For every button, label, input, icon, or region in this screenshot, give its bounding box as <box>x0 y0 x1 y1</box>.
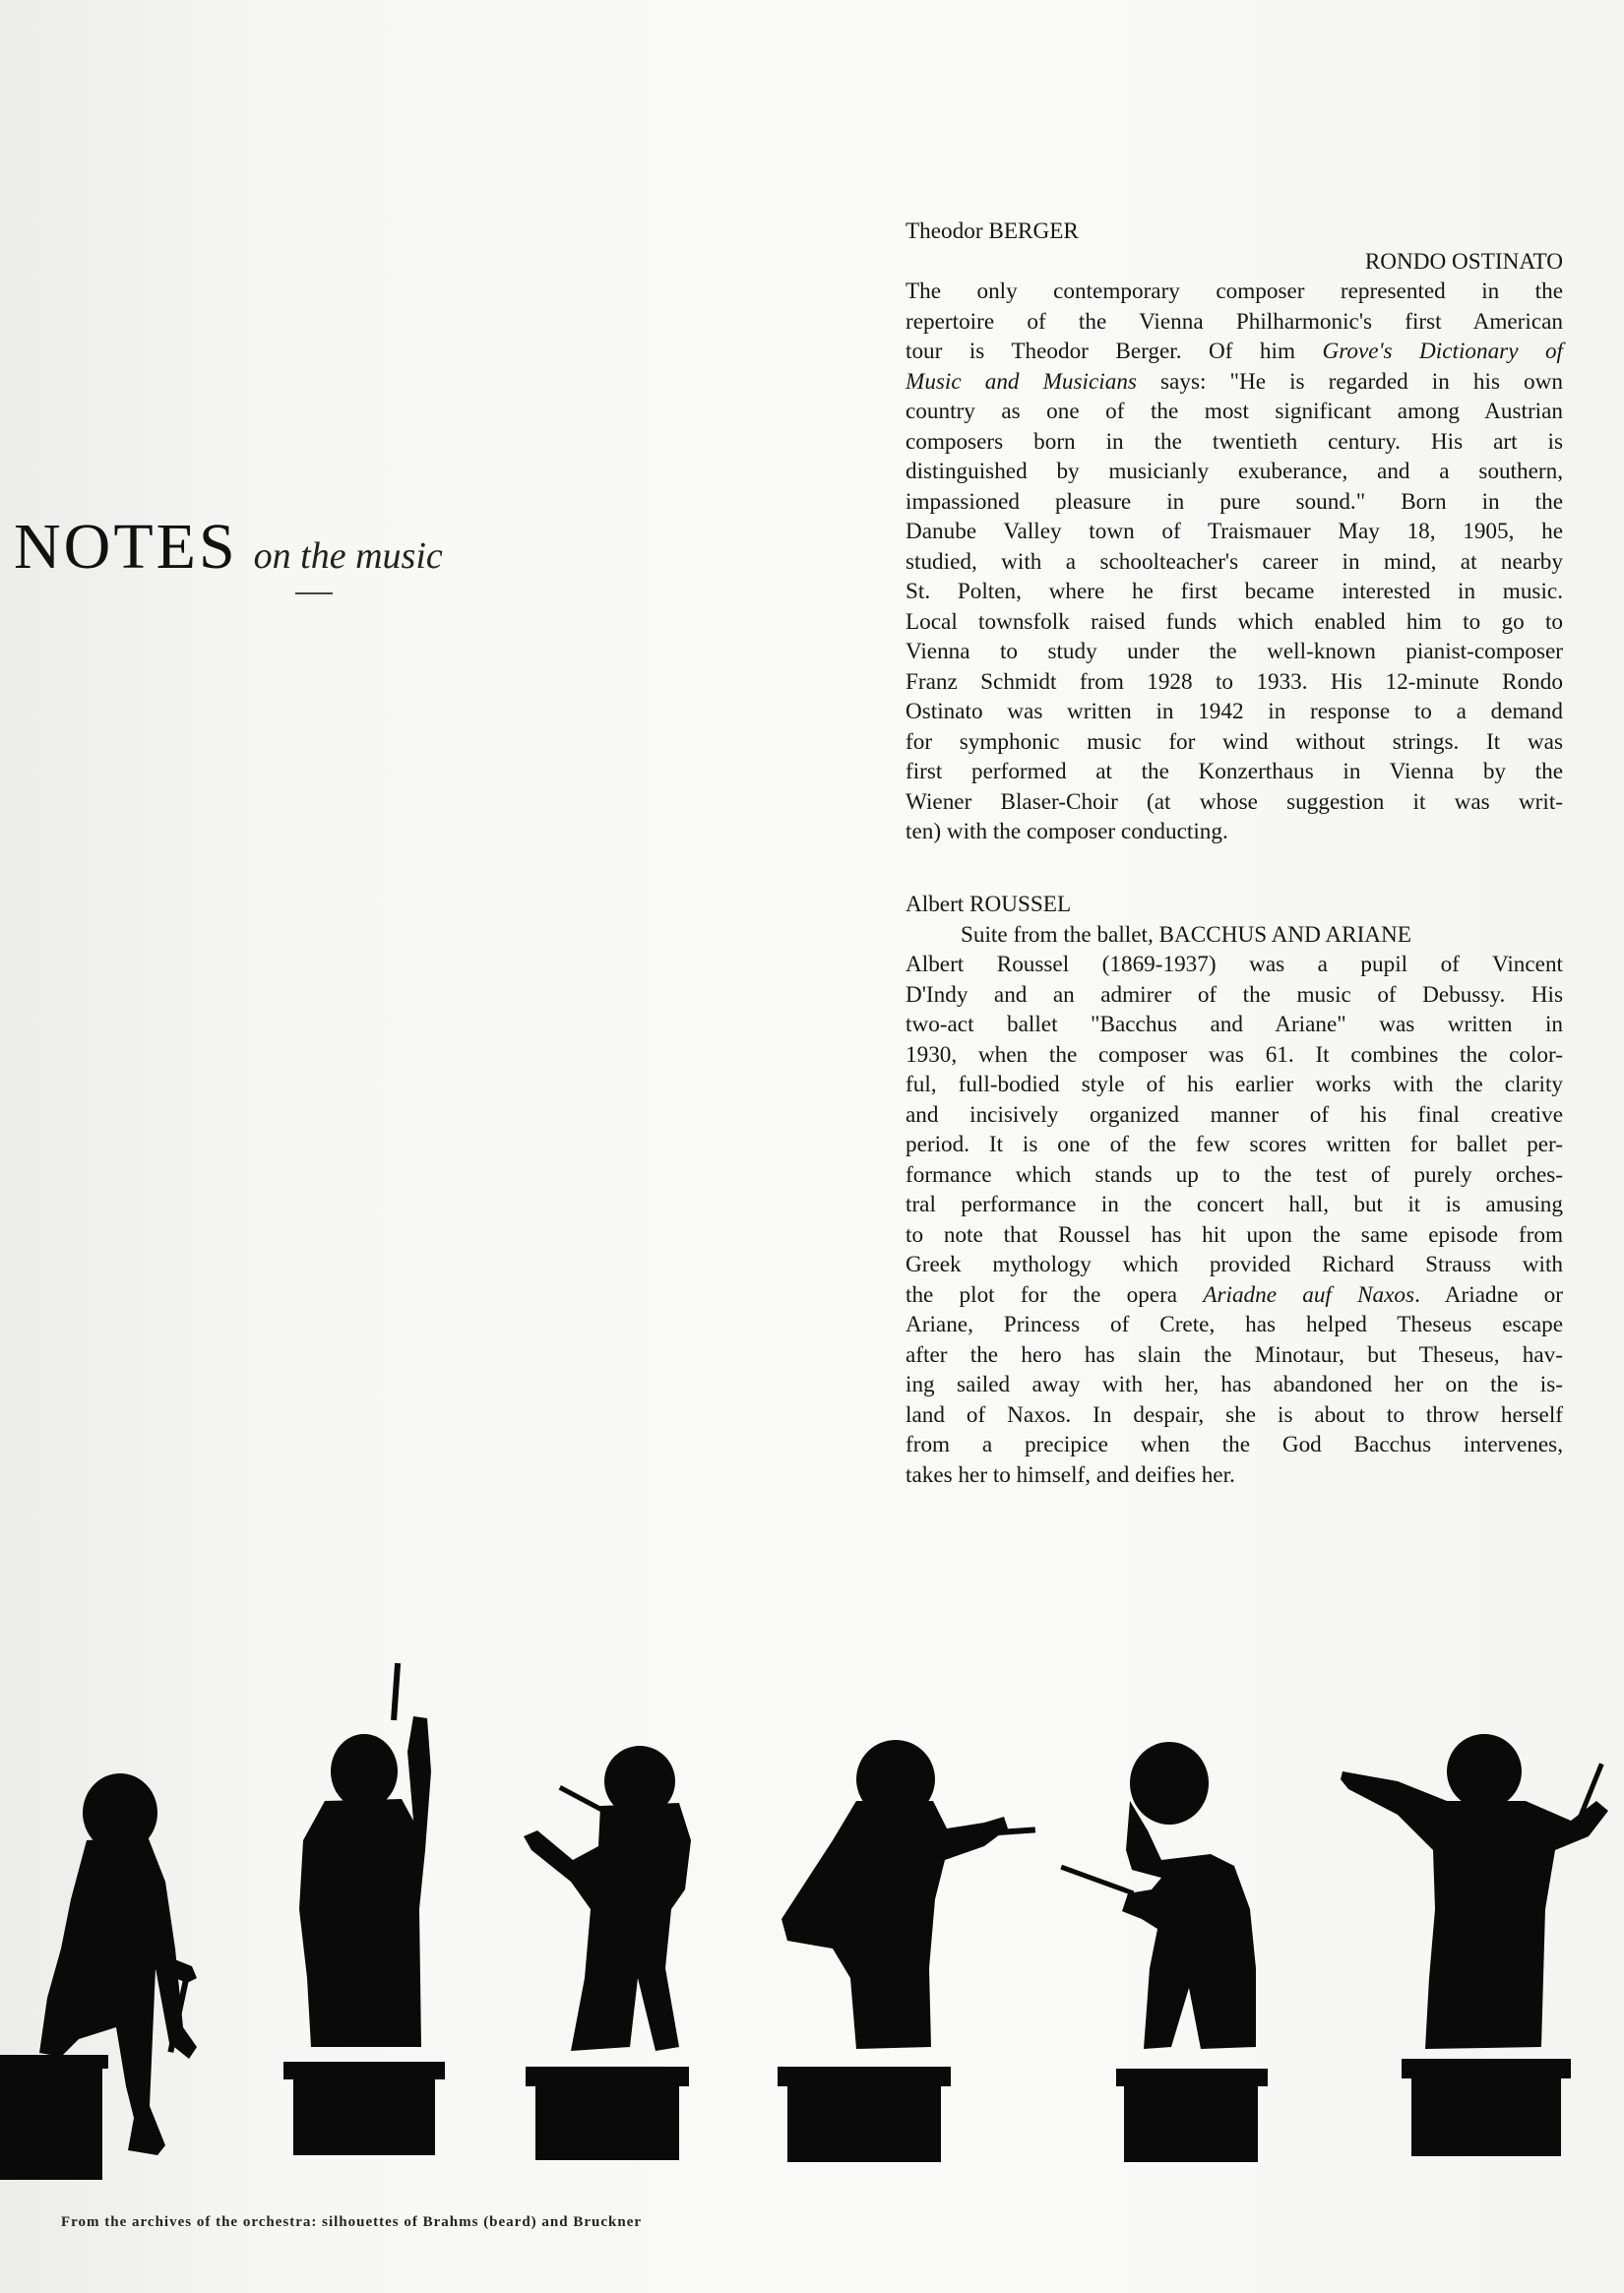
body-line: Franz Schmidt from 1928 to 1933. His 12-minute Rondo <box>906 668 1563 695</box>
section-body <box>906 950 1563 1490</box>
body-line: composers born in the twentieth century. His art is <box>906 428 1563 455</box>
silhouette-bruckner-arms-out <box>1341 1734 1608 2156</box>
page-heading <box>14 510 443 585</box>
body-line: 1930, when the composer was 61. It combines the color- <box>906 1041 1563 1068</box>
body-line: takes her to himself, and deifies her. <box>906 1461 1235 1488</box>
body-text: . Ariadne or <box>1414 1281 1563 1308</box>
work-title: Suite from the ballet, BACCHUS AND ARIANE <box>961 921 1411 948</box>
section-body <box>906 277 1563 847</box>
silhouette-brahms-stepping <box>0 1773 197 2180</box>
body-line <box>906 367 1563 398</box>
heading-dash <box>295 592 333 594</box>
body-text: says: "He is regarded in his own <box>1160 368 1563 395</box>
silhouette-brahms-bent <box>1060 1742 1268 2162</box>
body-line: land of Naxos. In despair, she is about to throw herself <box>906 1401 1563 1428</box>
body-line: Vienna to study under the well-known pianist-composer <box>906 639 1563 664</box>
italic-reference: Music and Musicians <box>906 368 1137 395</box>
body-line: Local townsfolk raised funds which enabled him to go to <box>906 608 1563 635</box>
italic-reference: Grove's Dictionary of <box>1322 339 1563 364</box>
body-line: St. Polten, where he first became interested in music. <box>906 579 1563 604</box>
body-line: Greek mythology which provided Richard Strauss with <box>906 1252 1563 1277</box>
body-line: distinguished by musicianly exuberance, and a southern, <box>906 459 1563 484</box>
silhouette-bruckner-leaning <box>778 1740 1035 2162</box>
body-line: ten) with the composer conducting. <box>906 819 1228 844</box>
body-line: to note that Roussel has hit upon the same episode from <box>906 1221 1563 1248</box>
body-line <box>906 337 1563 367</box>
body-line: ful, full-bodied style of his earlier works with the clarity <box>906 1072 1563 1097</box>
body-line: two-act ballet "Bacchus and Ariane" was written in <box>906 1012 1563 1037</box>
body-line: and incisively organized manner of his final creative <box>906 1101 1563 1128</box>
body-line: tral performance in the concert hall, but it is amusing <box>906 1192 1563 1217</box>
body-line: Ariane, Princess of Crete, has helped Theseus escape <box>906 1312 1563 1337</box>
body-text: the plot for the opera <box>906 1281 1204 1308</box>
body-line: first performed at the Konzerthaus in Vienna by the <box>906 759 1563 784</box>
body-line: The only contemporary composer represented in the <box>906 279 1563 304</box>
silhouette-bruckner-baton-raised <box>283 1663 445 2155</box>
section-berger <box>906 217 1563 847</box>
body-line: from a precipice when the God Bacchus intervenes, <box>906 1432 1563 1457</box>
body-line: period. It is one of the few scores written for ballet per- <box>906 1132 1563 1157</box>
italic-reference: Ariadne auf Naxos <box>1203 1281 1415 1308</box>
silhouette-bruckner-side-baton <box>524 1746 691 2160</box>
body-text: tour is Theodor Berger. Of him <box>906 339 1323 364</box>
body-line: after the hero has slain the Minotaur, but Theseus, hav- <box>906 1341 1563 1368</box>
body-line: for symphonic music for wind without strings. It was <box>906 728 1563 755</box>
body-line: ing sailed away with her, has abandoned her on the is- <box>906 1372 1563 1397</box>
body-line: Albert Roussel (1869-1937) was a pupil of Vincent <box>906 952 1563 977</box>
silhouettes-illustration <box>0 1653 1624 2204</box>
composer-name: Albert ROUSSEL <box>906 892 1072 917</box>
body-line: formance which stands up to the test of purely orches- <box>906 1161 1563 1188</box>
composer-name: Theodor BERGER <box>906 218 1079 244</box>
section-roussel <box>906 890 1563 1490</box>
photo-caption: From the archives of the orchestra: silhouettes of Brahms (beard) and Bruckner <box>61 2214 643 2230</box>
body-line <box>906 1280 1563 1311</box>
heading-notes: NOTES <box>14 511 238 583</box>
body-line: impassioned pleasure in pure sound." Born in the <box>906 488 1563 515</box>
heading-subtitle: on the music <box>253 535 443 577</box>
body-line: Ostinato was written in 1942 in response to a demand <box>906 699 1563 724</box>
body-line: D'Indy and an admirer of the music of Debussy. His <box>906 981 1563 1008</box>
work-title: RONDO OSTINATO <box>1364 248 1563 275</box>
body-line: Wiener Blaser-Choir (at whose suggestion it was writ- <box>906 788 1563 815</box>
body-line: repertoire of the Vienna Philharmonic's first American <box>906 308 1563 335</box>
body-line: Danube Valley town of Traismauer May 18, 1905, he <box>906 519 1563 544</box>
body-line: country as one of the most significant among Austrian <box>906 399 1563 424</box>
body-line: studied, with a schoolteacher's career in mind, at nearby <box>906 548 1563 575</box>
